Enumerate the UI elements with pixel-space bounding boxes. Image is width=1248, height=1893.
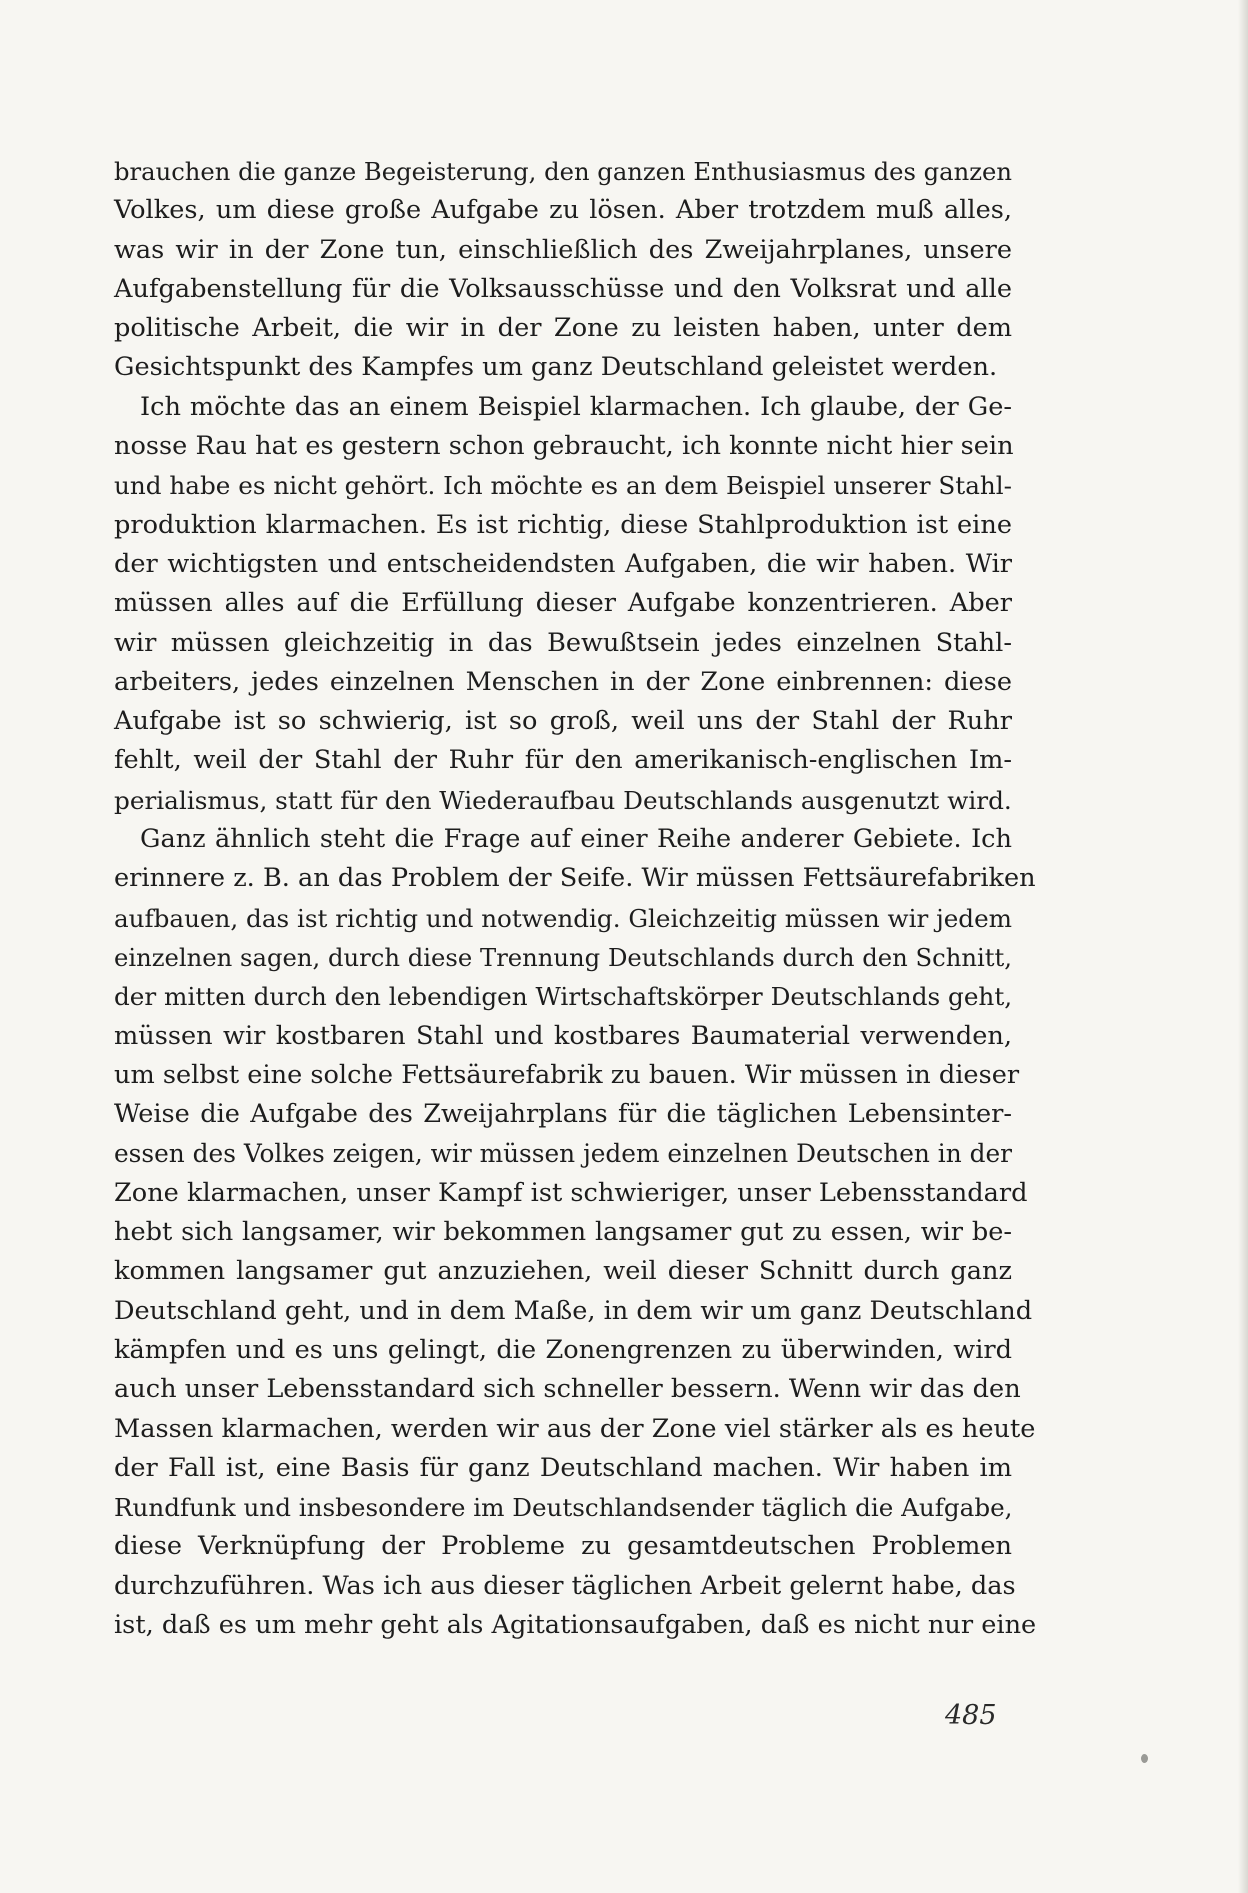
text-line: diese Verknüpfung der Probleme zu gesamtdeutschen Problemen [114,1531,1012,1562]
text-line: der wichtigsten und entscheidendsten Aufgaben, die wir haben. Wir [114,548,1012,579]
text-line: Ich möchte das an einem Beispiel klarmachen. Ich glaube, der Ge- [140,391,1012,422]
text-line: arbeiters, jedes einzelnen Menschen in der Zone einbrennen: diese [114,666,1012,697]
text-line: nosse Rau hat es gestern schon gebraucht, ich konnte nicht hier sein [114,431,1014,462]
text-line: Rundfunk und insbesondere im Deutschlandsender täglich die Aufgabe, [114,1493,1013,1523]
text-line: müssen alles auf die Erfüllung dieser Aufgabe konzentrieren. Aber [114,588,1012,619]
text-line: Zone klarmachen, unser Kampf ist schwieriger, unser Lebensstandard [114,1177,1028,1208]
text-line: müssen wir kostbaren Stahl und kostbares Baumaterial verwenden, [114,1020,1012,1051]
page-number: 485 [945,1700,997,1731]
text-line: Volkes, um diese große Aufgabe zu lösen. Aber trotzdem muß alles, [114,195,1012,226]
text-line: Aufgabenstellung für die Volksausschüsse und den Volksrat und alle [114,273,1012,304]
text-line: ist, daß es um mehr geht als Agitationsaufgaben, daß es nicht nur eine [114,1609,1037,1640]
text-line: essen des Volkes zeigen, wir müssen jedem einzelnen Deutschen in der [114,1139,1012,1169]
text-line: hebt sich langsamer, wir bekommen langsamer gut zu essen, wir be- [114,1217,1012,1248]
text-line: und habe es nicht gehört. Ich möchte es an dem Beispiel unserer Stahl- [114,471,1012,501]
text-line: fehlt, weil der Stahl der Ruhr für den amerikanisch-englischen Im- [114,745,1012,776]
text-line: Aufgabe ist so schwierig, ist so groß, weil uns der Stahl der Ruhr [114,706,1012,737]
text-line: der Fall ist, eine Basis für ganz Deutschland machen. Wir haben im [114,1452,1012,1483]
body-text [114,152,1037,1645]
paper-speck [1141,1754,1148,1763]
text-line: produktion klarmachen. Es ist richtig, diese Stahlproduktion ist eine [114,509,1012,540]
text-line: um selbst eine solche Fettsäurefabrik zu bauen. Wir müssen in dieser [114,1059,1020,1090]
text-line: Deutschland geht, und in dem Maße, in dem wir um ganz Deutschland [114,1295,1033,1326]
text-line: durchzuführen. Was ich aus dieser täglichen Arbeit gelernt habe, das [114,1570,1016,1601]
paragraph-2 [114,388,1012,820]
text-line: kämpfen und es uns gelingt, die Zonengrenzen zu überwinden, wird [114,1334,1012,1365]
text-line: wir müssen gleichzeitig in das Bewußtsein jedes einzelnen Stahl- [114,627,1012,658]
text-line: kommen langsamer gut anzuziehen, weil dieser Schnitt durch ganz [114,1256,1012,1287]
text-line: auch unser Lebensstandard sich schneller bessern. Wenn wir das den [114,1374,1021,1405]
text-line: Massen klarmachen, werden wir aus der Zone viel stärker als es heute [114,1413,1036,1444]
text-line: politische Arbeit, die wir in der Zone zu leisten haben, unter dem [114,313,1012,344]
text-line: einzelnen sagen, durch diese Trennung Deutschlands durch den Schnitt, [114,942,1012,972]
page-edge-shadow [1238,0,1248,1893]
text-line: brauchen die ganze Begeisterung, den ganzen Enthusiasmus des ganzen [114,157,1012,186]
text-line: Gesichtspunkt des Kampfes um ganz Deutschland geleistet werden. [114,352,998,383]
paragraph-1 [114,152,1012,388]
paragraph-3 [114,820,1037,1645]
text-line: aufbauen, das ist richtig und notwendig. Gleichzeitig müssen wir jedem [114,903,1012,933]
text-line: was wir in der Zone tun, einschließlich des Zweijahrplanes, unsere [114,234,1012,265]
text-line: Ganz ähnlich steht die Frage auf einer Reihe anderer Gebiete. Ich [140,824,1012,855]
text-line: erinnere z. B. an das Problem der Seife. Wir müssen Fettsäurefabriken [114,863,1036,894]
text-line: Weise die Aufgabe des Zweijahrplans für die täglichen Lebensinter- [114,1099,1012,1130]
text-line: der mitten durch den lebendigen Wirtschaftskörper Deutschlands geht, [114,982,1013,1012]
text-line: perialismus, statt für den Wiederaufbau Deutschlands ausgenutzt wird. [114,785,1012,815]
